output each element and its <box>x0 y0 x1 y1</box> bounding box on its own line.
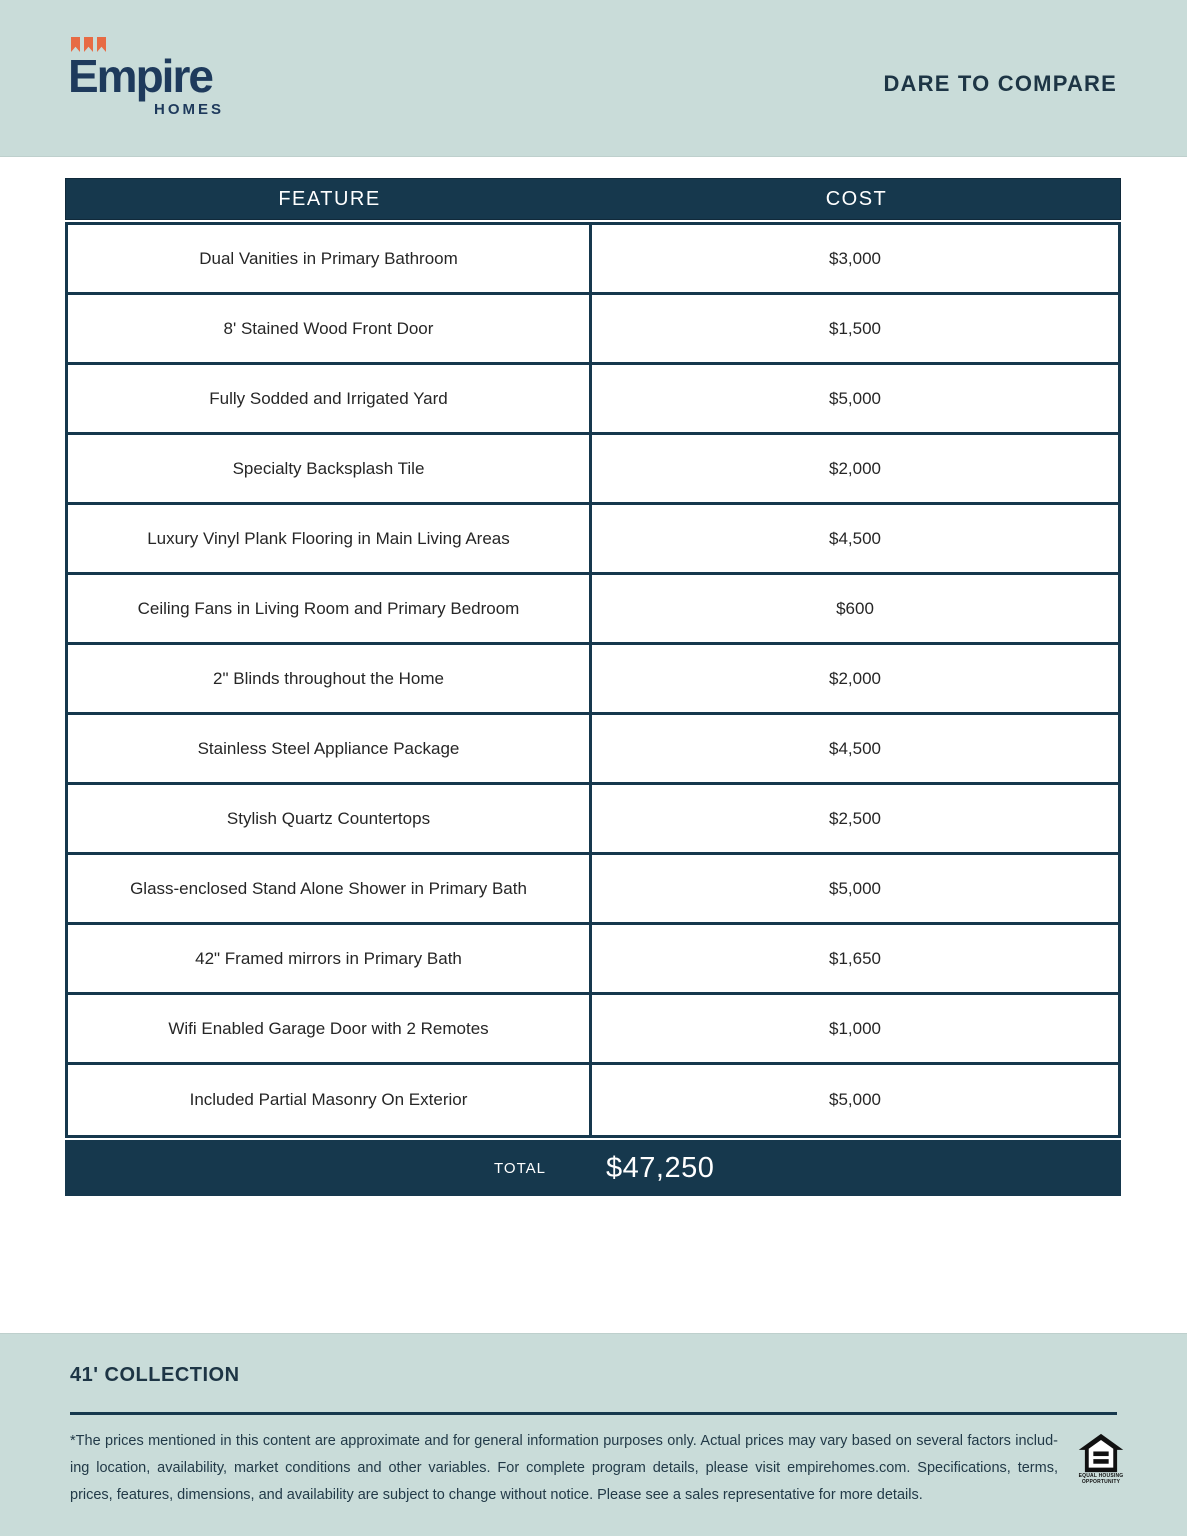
brand-subname: HOMES <box>153 101 224 118</box>
feature-cell: 8' Stained Wood Front Door <box>68 295 592 362</box>
collection-title: 41' COLLECTION <box>70 1364 240 1386</box>
feature-cell: Wifi Enabled Garage Door with 2 Remotes <box>68 995 592 1062</box>
cost-cell: $1,650 <box>829 948 881 968</box>
feature-cell: 42" Framed mirrors in Primary Bath <box>68 925 592 992</box>
table-row <box>68 575 1118 645</box>
footer-band <box>0 1333 1187 1536</box>
feature-cell: Ceiling Fans in Living Room and Primary Bedroom <box>68 575 592 642</box>
feature-cell: Fully Sodded and Irrigated Yard <box>68 365 592 432</box>
table-header-row <box>65 178 1121 220</box>
feature-cell: Stainless Steel Appliance Package <box>68 715 592 782</box>
cost-cell: $5,000 <box>829 878 881 898</box>
cost-cell: $2,000 <box>829 668 881 688</box>
feature-cell: Specialty Backsplash Tile <box>68 435 592 502</box>
total-row <box>65 1140 1121 1196</box>
equal-housing-logo <box>1078 1433 1124 1485</box>
cost-cell: $4,500 <box>829 738 881 758</box>
header-band <box>0 0 1187 157</box>
cost-cell: $2,000 <box>829 458 881 478</box>
table-row <box>68 225 1118 295</box>
equal-housing-caption: EQUAL HOUSING OPPORTUNITY <box>1078 1473 1124 1485</box>
feature-cell: Luxury Vinyl Plank Flooring in Main Living Areas <box>68 505 592 572</box>
feature-cell: Stylish Quartz Countertops <box>68 785 592 852</box>
feature-cell: Included Partial Masonry On Exterior <box>68 1065 592 1135</box>
table-row <box>68 505 1118 575</box>
cost-cell: $600 <box>836 598 874 618</box>
page-title: DARE TO COMPARE <box>883 71 1117 96</box>
table-row <box>68 435 1118 505</box>
cost-cell: $5,000 <box>829 1090 881 1109</box>
column-header-cost: COST <box>825 187 888 210</box>
empire-homes-logo <box>68 36 238 118</box>
equal-housing-house-icon <box>1078 1433 1124 1473</box>
cost-cell: $2,500 <box>829 808 881 828</box>
total-label: TOTAL <box>494 1159 546 1177</box>
feature-cell: Dual Vanities in Primary Bathroom <box>68 225 592 292</box>
table-row <box>68 645 1118 715</box>
cost-cell: $1,500 <box>829 318 881 338</box>
cost-cell: $3,000 <box>829 248 881 268</box>
column-header-feature: FEATURE <box>278 187 381 210</box>
feature-cell: Glass-enclosed Stand Alone Shower in Primary Bath <box>68 855 592 922</box>
cost-cell: $1,000 <box>829 1018 881 1038</box>
table-row <box>68 365 1118 435</box>
footer-divider <box>70 1412 1117 1415</box>
comparison-table <box>65 178 1121 1196</box>
table-row <box>68 295 1118 365</box>
table-row <box>68 855 1118 925</box>
cost-cell: $5,000 <box>829 388 881 408</box>
table-row <box>68 995 1118 1065</box>
table-row <box>68 785 1118 855</box>
feature-cell: 2" Blinds throughout the Home <box>68 645 592 712</box>
cost-cell: $4,500 <box>829 528 881 548</box>
total-value: $47,250 <box>606 1151 715 1184</box>
table-row <box>68 715 1118 785</box>
brand-name: Empire <box>68 50 212 102</box>
table-row <box>68 925 1118 995</box>
table-body <box>65 222 1121 1138</box>
disclaimer-text: *The prices mentioned in this content are approximate and for general information purposes only. Actual prices may vary based on several factors includ-ing location, availability, market conditions and other variables. For complete program details, please visit empirehomes.com. Specifications, terms, prices, features, dimensions, and availability are subject to change without notice. Please see a sales representative for more details. <box>70 1433 1058 1503</box>
table-row <box>68 1065 1118 1135</box>
